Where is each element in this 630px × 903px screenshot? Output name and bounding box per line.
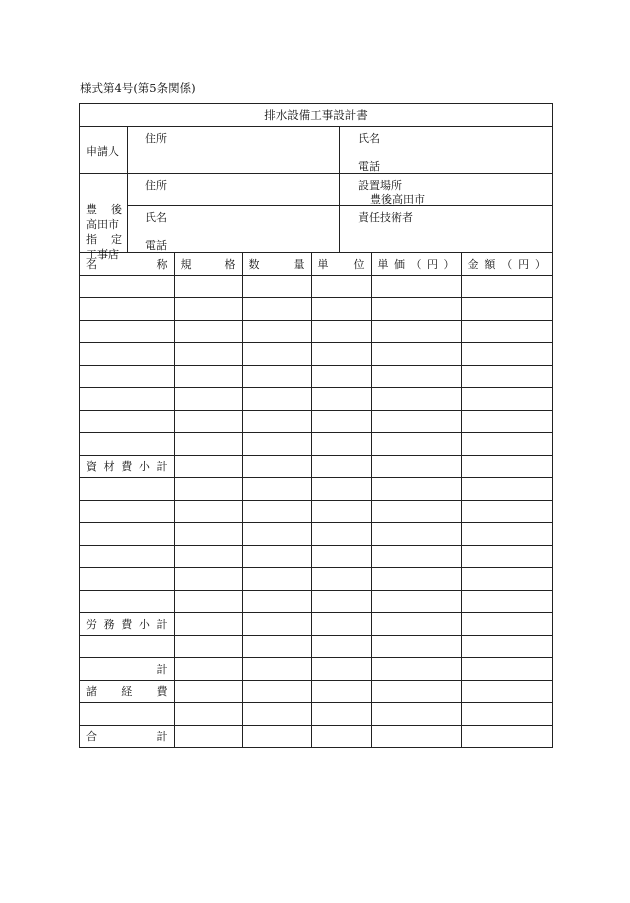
input-cell[interactable] [174,433,242,456]
input-cell[interactable] [80,545,174,568]
row-label: 資 材 費 小 計 [80,455,174,478]
input-cell[interactable] [242,500,311,523]
input-cell[interactable] [371,658,461,681]
table-row [80,680,552,703]
cost-table [80,253,552,747]
input-cell[interactable] [174,523,242,546]
table-row [80,343,552,366]
input-cell[interactable] [371,320,461,343]
input-cell[interactable] [311,433,371,456]
installation-site-label: 設置場所 [358,179,402,192]
contractor-label-line: 豊 後 [86,203,122,216]
input-cell[interactable] [461,680,552,703]
contractor-name-label: 氏名 [145,211,167,224]
input-cell[interactable] [371,523,461,546]
input-cell[interactable] [371,590,461,613]
input-cell[interactable] [371,500,461,523]
table-row [80,478,552,501]
input-cell[interactable] [80,298,174,321]
input-cell[interactable] [242,365,311,388]
table-row [80,433,552,456]
input-cell[interactable] [174,298,242,321]
input-cell[interactable] [461,365,552,388]
input-cell[interactable] [461,320,552,343]
applicant-address-label: 住所 [145,132,167,145]
divider-line [339,127,340,252]
input-cell[interactable] [311,545,371,568]
input-cell[interactable] [242,275,311,298]
input-cell[interactable] [311,275,371,298]
input-cell[interactable] [80,343,174,366]
input-cell[interactable] [371,545,461,568]
row-label: 労 務 費 小 計 [80,613,174,636]
input-cell[interactable] [311,478,371,501]
row-label: 合 計 [80,725,174,747]
row-label: 計 [80,658,174,681]
input-cell[interactable] [242,410,311,433]
input-cell[interactable] [311,590,371,613]
input-cell[interactable] [174,703,242,726]
input-cell[interactable] [80,478,174,501]
divider-line [80,173,552,174]
input-cell[interactable] [371,478,461,501]
table-row [80,298,552,321]
input-cell[interactable] [371,410,461,433]
input-cell[interactable] [80,433,174,456]
input-cell[interactable] [80,388,174,411]
input-cell[interactable] [461,455,552,478]
input-cell[interactable] [242,433,311,456]
input-cell[interactable] [80,275,174,298]
table-header-row [80,253,552,275]
applicant-name-label: 氏名 [358,132,380,145]
input-cell[interactable] [311,455,371,478]
column-header: 金 額 （ 円 ） [461,253,552,275]
input-cell[interactable] [80,590,174,613]
input-cell[interactable] [80,365,174,388]
input-cell[interactable] [242,320,311,343]
input-cell[interactable] [371,680,461,703]
table-row [80,658,552,681]
row-label: 諸 経 費 [80,680,174,703]
input-cell[interactable] [311,298,371,321]
input-cell[interactable] [461,590,552,613]
table-row [80,388,552,411]
input-cell[interactable] [371,298,461,321]
input-cell[interactable] [242,658,311,681]
input-cell[interactable] [461,523,552,546]
input-cell[interactable] [461,388,552,411]
input-cell[interactable] [461,658,552,681]
input-cell[interactable] [242,725,311,747]
input-cell[interactable] [80,568,174,591]
input-cell[interactable] [174,568,242,591]
input-cell[interactable] [174,478,242,501]
input-cell[interactable] [242,343,311,366]
input-cell[interactable] [371,455,461,478]
input-cell[interactable] [371,635,461,658]
input-cell[interactable] [311,635,371,658]
input-cell[interactable] [461,635,552,658]
input-cell[interactable] [461,410,552,433]
column-header: 単 位 [311,253,371,275]
input-cell[interactable] [174,320,242,343]
table-row [80,613,552,636]
input-cell[interactable] [371,613,461,636]
input-cell[interactable] [174,275,242,298]
contractor-phone-label: 電話 [145,239,167,252]
input-cell[interactable] [371,388,461,411]
input-cell[interactable] [371,433,461,456]
input-cell[interactable] [242,590,311,613]
design-document-form [79,103,553,748]
input-cell[interactable] [174,613,242,636]
input-cell[interactable] [174,725,242,747]
table-row [80,275,552,298]
input-cell[interactable] [311,365,371,388]
document-title: 排水設備工事設計書 [80,104,552,127]
table-row [80,635,552,658]
input-cell[interactable] [80,410,174,433]
input-cell[interactable] [371,703,461,726]
input-cell[interactable] [371,343,461,366]
input-cell[interactable] [174,500,242,523]
input-cell[interactable] [311,703,371,726]
input-cell[interactable] [174,388,242,411]
input-cell[interactable] [80,635,174,658]
column-header: 単 価 （ 円 ） [371,253,461,275]
input-cell[interactable] [461,500,552,523]
input-cell[interactable] [371,275,461,298]
input-cell[interactable] [311,388,371,411]
applicant-label: 申請人 [86,145,119,158]
input-cell[interactable] [80,703,174,726]
input-cell[interactable] [461,298,552,321]
input-cell[interactable] [242,545,311,568]
input-cell[interactable] [461,343,552,366]
table-row [80,725,552,747]
table-row [80,590,552,613]
input-cell[interactable] [461,613,552,636]
input-cell[interactable] [242,703,311,726]
table-row [80,320,552,343]
contractor-address-label: 住所 [145,179,167,192]
contractor-label-line: 指 定 [86,233,122,246]
input-cell[interactable] [311,410,371,433]
input-cell[interactable] [461,433,552,456]
input-cell[interactable] [461,275,552,298]
input-cell[interactable] [242,568,311,591]
input-cell[interactable] [461,478,552,501]
table-row [80,365,552,388]
contractor-label-line: 工事店 [86,248,119,261]
input-cell[interactable] [311,568,371,591]
input-cell[interactable] [461,703,552,726]
chief-engineer-label: 責任技術者 [358,211,413,224]
input-cell[interactable] [371,568,461,591]
input-cell[interactable] [242,613,311,636]
divider-line [128,205,552,206]
input-cell[interactable] [80,523,174,546]
table-row [80,523,552,546]
input-cell[interactable] [174,455,242,478]
input-cell[interactable] [311,523,371,546]
input-cell[interactable] [311,343,371,366]
input-cell[interactable] [242,478,311,501]
party-info-section [80,127,552,261]
input-cell[interactable] [311,658,371,681]
input-cell[interactable] [80,320,174,343]
input-cell[interactable] [242,455,311,478]
input-cell[interactable] [461,545,552,568]
input-cell[interactable] [174,545,242,568]
input-cell[interactable] [371,365,461,388]
column-header: 数 量 [242,253,311,275]
applicant-phone-label: 電話 [358,160,380,173]
input-cell[interactable] [80,500,174,523]
input-cell[interactable] [311,725,371,747]
input-cell[interactable] [174,635,242,658]
input-cell[interactable] [311,320,371,343]
table-row [80,500,552,523]
divider-line [127,127,128,252]
contractor-label [86,202,122,262]
input-cell[interactable] [242,523,311,546]
input-cell[interactable] [461,725,552,747]
table-row [80,568,552,591]
input-cell[interactable] [242,635,311,658]
input-cell[interactable] [174,680,242,703]
input-cell[interactable] [242,298,311,321]
input-cell[interactable] [242,388,311,411]
input-cell[interactable] [174,343,242,366]
input-cell[interactable] [371,725,461,747]
input-cell[interactable] [242,680,311,703]
table-row [80,703,552,726]
input-cell[interactable] [174,410,242,433]
form-number: 様式第4号(第5条関係) [80,81,196,95]
input-cell[interactable] [461,568,552,591]
table-row [80,410,552,433]
input-cell[interactable] [311,613,371,636]
input-cell[interactable] [174,590,242,613]
column-header: 名 称 [80,253,174,275]
input-cell[interactable] [174,365,242,388]
table-row [80,545,552,568]
input-cell[interactable] [311,500,371,523]
installation-site-value: 豊後高田市 [370,193,425,206]
contractor-label-line: 高田市 [86,218,119,231]
table-row [80,455,552,478]
input-cell[interactable] [174,658,242,681]
input-cell[interactable] [311,680,371,703]
column-header: 規 格 [174,253,242,275]
